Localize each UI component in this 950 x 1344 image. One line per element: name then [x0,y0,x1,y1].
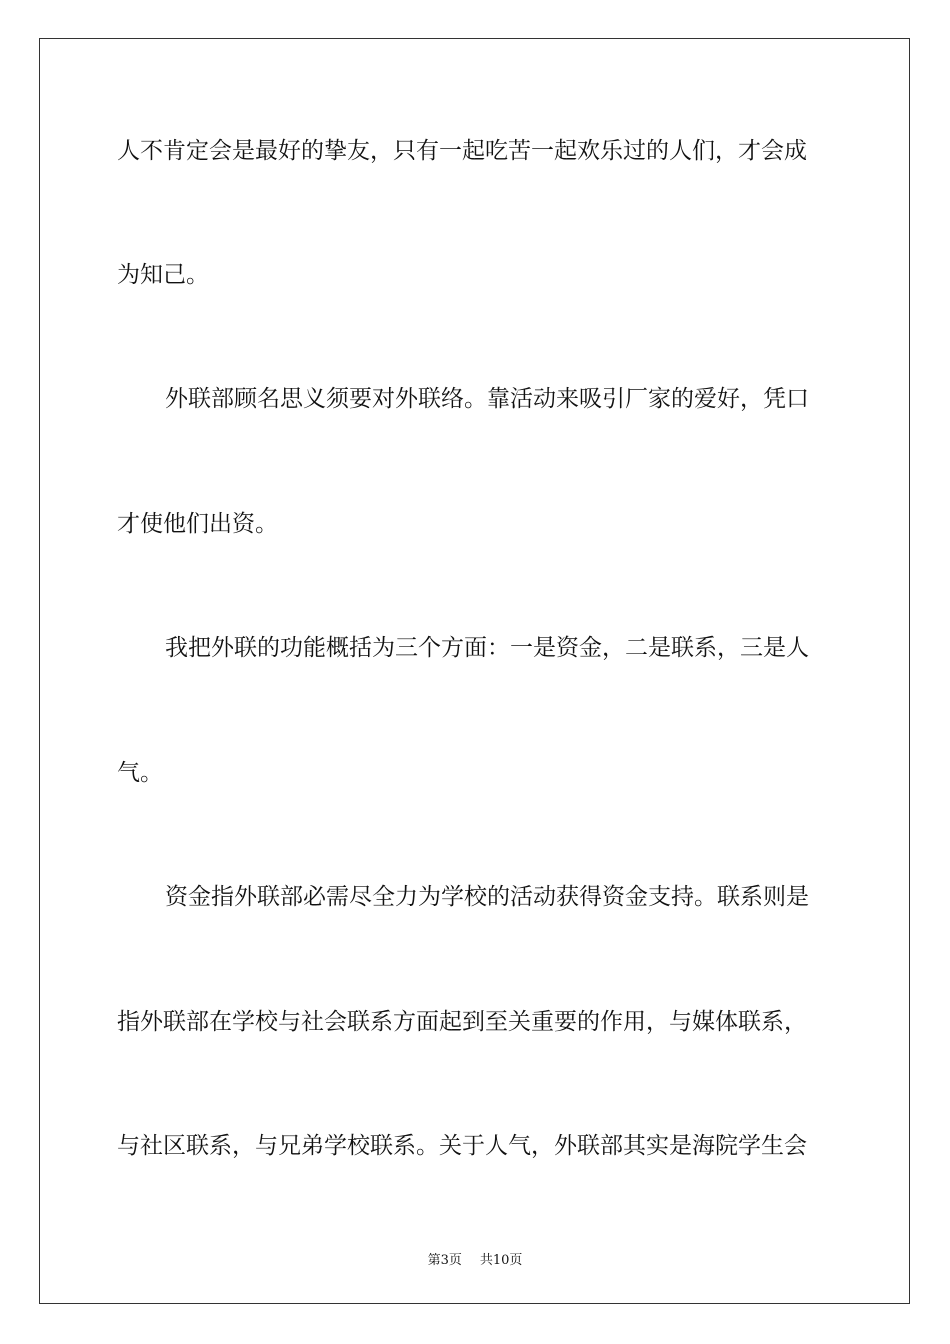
text-line-3: 外联部顾名思义须要对外联络。靠活动来吸引厂家的爱好，凭口 [165,386,809,412]
page-border [39,38,910,1304]
text-line-7: 资金指外联部必需尽全力为学校的活动获得资金支持。联系则是 [165,884,809,910]
text-line-6: 气。 [117,760,163,786]
page-total: 共10页 [479,1253,523,1268]
text-line-2: 为知己。 [117,262,209,288]
text-line-9: 与社区联系，与兄弟学校联系。关于人气，外联部其实是海院学生会 [117,1133,807,1159]
page-footer [0,1249,950,1268]
text-line-5: 我把外联的功能概括为三个方面：一是资金，二是联系，三是人 [165,635,809,661]
text-line-4: 才使他们出资。 [117,511,278,537]
page-number: 第3页 [427,1253,462,1268]
text-line-1: 人不肯定会是最好的挚友，只有一起吃苦一起欢乐过的人们，才会成 [117,138,807,164]
text-line-8: 指外联部在学校与社会联系方面起到至关重要的作用，与媒体联系， [117,1009,807,1035]
